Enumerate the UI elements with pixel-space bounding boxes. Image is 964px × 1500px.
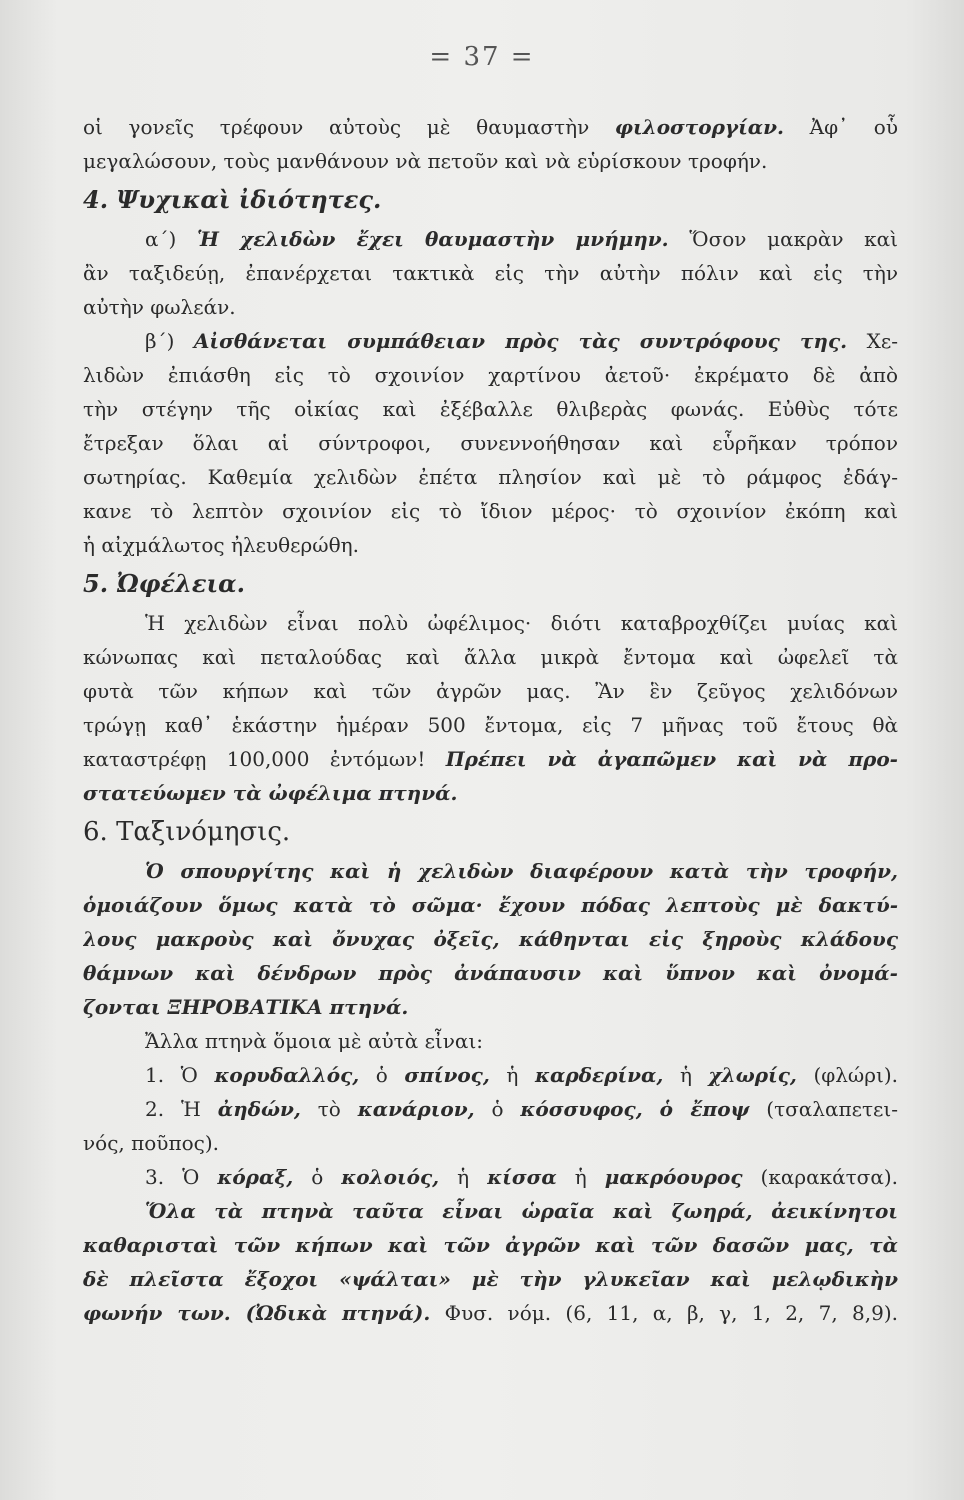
text-line — [83, 640, 898, 674]
body-text: οἱ γονεῖς τρέφουν αὐτοὺς μὲ θαυμαστὴν — [83, 115, 615, 139]
emphasis-text: κολοιός, — [341, 1165, 440, 1189]
body-text: (τσαλαπετει- — [749, 1097, 898, 1121]
body-text: 2. Ἡ — [145, 1097, 218, 1121]
text-line — [83, 606, 898, 640]
page-number: = 37 = — [429, 42, 535, 72]
emphasis-text: κορυδαλλός, — [214, 1063, 360, 1087]
emphasis-text: ἀηδών, — [217, 1097, 301, 1121]
text-line — [83, 776, 898, 810]
emphasis-text: Πρέπει νὰ ἀγαπῶμεν καὶ νὰ προ- — [445, 747, 898, 771]
body-text: 6. Ταξινόμησις. — [83, 817, 291, 847]
body-text: Ὅσον μακρὰν καὶ — [668, 227, 898, 251]
body-text: τὴν στέγην τῆς οἰκίας καὶ ἐξέβαλλε θλιβερὰς φωνάς. Εὐθὺς τότε — [83, 397, 898, 421]
body-text: ἡ αἰχμάλωτος ἠλευθερώθη. — [83, 533, 359, 557]
emphasis-text: κανάριον, — [357, 1097, 475, 1121]
body-text: αὐτὴν φωλεάν. — [83, 295, 236, 319]
text-line — [83, 358, 898, 392]
text-line — [83, 562, 898, 606]
emphasis-text: μακρόουρος — [604, 1165, 743, 1189]
emphasis-text: ζονται ΞΗΡΟΒΑΤΙΚΑ πτηνά. — [83, 995, 409, 1019]
body-text: τρώγῃ καθ᾿ ἑκάστην ἡμέραν 500 ἔντομα, εἰς 7 μῆνας τοῦ ἔτους θὰ — [83, 713, 898, 737]
text-line — [83, 1228, 898, 1262]
emphasis-text: ὁ ἔποψ — [659, 1097, 750, 1121]
text-line — [83, 222, 898, 256]
body-text: Ἀφ᾿ οὗ — [784, 115, 898, 139]
text-line — [83, 1160, 898, 1194]
emphasis-text: 4. Ψυχικαὶ ἰδιότητες. — [83, 185, 382, 214]
emphasis-text: 5. Ὠφέλεια. — [83, 569, 245, 598]
body-text: Ἡ χελιδὼν εἶναι πολὺ ὠφέλιμος· διότι καταβροχθίζει μυίας καὶ — [145, 611, 898, 635]
text-line — [83, 888, 898, 922]
body-text: ὁ — [474, 1097, 521, 1121]
text-line — [83, 290, 898, 324]
text-line — [83, 460, 898, 494]
text-line — [83, 1262, 898, 1296]
text-line — [83, 426, 898, 460]
emphasis-text: ὁμοιάζουν ὅμως κατὰ τὸ σῶμα· ἔχουν πόδας λεπτοὺς μὲ δακτύ- — [83, 893, 898, 917]
body-text: ὁ — [293, 1165, 342, 1189]
body-text: ὁ — [359, 1063, 405, 1087]
text-line — [83, 990, 898, 1024]
body-text: ἔτρεξαν ὅλαι αἱ σύντροφοι, συνεννοήθησαν καὶ εὗρῆκαν τρόπον — [83, 431, 898, 455]
body-text: Φυσ. νόμ. (6, 11, α, β, γ, 1, 2, 7, 8,9). — [430, 1301, 898, 1325]
text-line — [83, 178, 898, 222]
text-line — [83, 1296, 898, 1330]
text-line — [83, 324, 898, 358]
body-text: ἡ — [489, 1063, 535, 1087]
text-line — [83, 144, 898, 178]
text-line — [83, 110, 898, 144]
body-text: Ἄλλα πτηνὰ ὅμοια μὲ αὐτὰ εἶναι: — [145, 1029, 484, 1053]
body-text: καταστρέφῃ 100,000 ἐντόμων! — [83, 747, 446, 771]
emphasis-text: Ἡ χελιδὼν ἔχει θαυμαστὴν μνήμην. — [196, 227, 669, 251]
body-text: α΄) — [145, 227, 197, 251]
body-text — [643, 1097, 660, 1121]
body-text: ἡ — [556, 1165, 605, 1189]
emphasis-text: κόσσυφος, — [520, 1097, 643, 1121]
body-text: Χε- — [847, 329, 898, 353]
text-line — [83, 674, 898, 708]
emphasis-text: θάμνων καὶ δένδρων πρὸς ἀνάπαυσιν καὶ ὕπνον καὶ ὀνομά- — [83, 961, 898, 985]
body-text: μεγαλώσουν, τοὺς μανθάνουν νὰ πετοῦν καὶ νὰ εὑρίσκουν τροφήν. — [83, 149, 768, 173]
emphasis-text: χλωρίς, — [708, 1063, 797, 1087]
body-text: ἡ — [663, 1063, 709, 1087]
text-line — [83, 854, 898, 888]
body-text: νός, ποῦπος). — [83, 1131, 220, 1155]
emphasis-text: φωνήν των. (Ὠδικὰ πτηνά). — [83, 1301, 431, 1325]
emphasis-text: καθαρισταὶ τῶν κήπων καὶ τῶν ἀγρῶν καὶ τῶν δασῶν μας, τὰ — [83, 1233, 898, 1257]
body-text: 1. Ὁ — [145, 1063, 215, 1087]
emphasis-text: Αἰσθάνεται συμπάθειαν πρὸς τὰς συντρόφους της. — [193, 329, 848, 353]
body-text: 3. Ὁ — [145, 1165, 218, 1189]
text-line — [83, 256, 898, 290]
emphasis-text: Ὅλα τὰ πτηνὰ ταῦτα εἶναι ὡραῖα καὶ ζωηρά, ἀεικίνητοι — [145, 1199, 898, 1223]
text-line — [83, 810, 898, 854]
page-text — [83, 110, 898, 1330]
text-line — [83, 956, 898, 990]
body-text: (καρακάτσα). — [742, 1165, 898, 1189]
text-line — [83, 528, 898, 562]
body-text: (φλώρι). — [796, 1063, 898, 1087]
body-text: σωτηρίας. Καθεμία χελιδὼν ἐπέτα πλησίον καὶ μὲ τὸ ράμφος ἐδάγ- — [83, 465, 898, 489]
text-line — [83, 922, 898, 956]
emphasis-text: στατεύωμεν τὰ ὠφέλιμα πτηνά. — [83, 781, 458, 805]
emphasis-text: Ὁ σπουργίτης καὶ ἡ χελιδὼν διαφέρουν κατὰ τὴν τροφήν, — [145, 859, 898, 883]
emphasis-text: κίσσα — [487, 1165, 557, 1189]
emphasis-text: λους μακροὺς καὶ ὄνυχας ὀξεῖς, κάθηνται εἰς ξηροὺς κλάδους — [83, 927, 898, 951]
body-text: τὸ — [300, 1097, 358, 1121]
text-line — [83, 708, 898, 742]
body-text: ἡ — [439, 1165, 488, 1189]
text-line — [83, 1126, 898, 1160]
body-text: ἂν ταξιδεύῃ, ἐπανέρχεται τακτικὰ εἰς τὴν αὐτὴν πόλιν καὶ εἰς τὴν — [83, 261, 898, 285]
emphasis-text: φιλοστοργίαν. — [614, 115, 784, 139]
text-line — [83, 1092, 898, 1126]
text-line — [83, 1024, 898, 1058]
text-line — [83, 494, 898, 528]
emphasis-text: κόραξ, — [217, 1165, 294, 1189]
text-line — [83, 742, 898, 776]
text-line — [83, 1058, 898, 1092]
body-text: φυτὰ τῶν κήπων καὶ τῶν ἀγρῶν μας. Ἂν ἓν ζεῦγος χελιδόνων — [83, 679, 898, 703]
body-text: λιδὼν ἐπιάσθη εἰς τὸ σχοινίον χαρτίνου ἀετοῦ· ἐκρέματο δὲ ἀπὸ — [83, 363, 898, 387]
emphasis-text: καρδερίνα, — [534, 1063, 664, 1087]
body-text: κώνωπας καὶ πεταλούδας καὶ ἄλλα μικρὰ ἔντομα καὶ ὠφελεῖ τὰ — [83, 645, 898, 669]
emphasis-text: σπίνος, — [404, 1063, 490, 1087]
body-text: β΄) — [145, 329, 194, 353]
text-line — [83, 1194, 898, 1228]
emphasis-text: δὲ πλεῖστα ἔξοχοι «ψάλται» μὲ τὴν γλυκεῖαν καὶ μελῳδικὴν — [83, 1267, 898, 1291]
text-line — [83, 392, 898, 426]
body-text: κανε τὸ λεπτὸν σχοινίον εἰς τὸ ἴδιον μέρος· τὸ σχοινίον ἐκόπη καὶ — [83, 499, 898, 523]
